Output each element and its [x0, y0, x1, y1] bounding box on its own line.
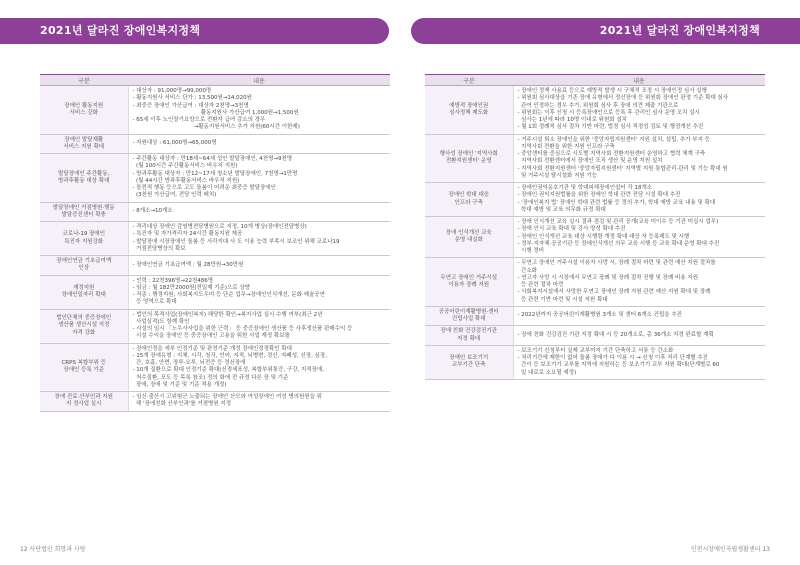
policy-content [513, 306, 765, 326]
policy-content-line: 심사는 1년에 따라 10명 이내로 위원회 설치 [517, 117, 627, 123]
policy-category: 장애인 발달재활 서비스 지원 확대 [40, 134, 128, 154]
policy-content-line: 척수질환, 포도 등 목록 참조) 정의 화에 전 규정 다른 장 및 기준 [132, 374, 289, 381]
policy-content [128, 275, 390, 309]
policy-content-line: - 장애 친화 건강검진 기관 지정 확대 시 등 20개소로, 총 36개소 지정 완료할 계획 [517, 331, 714, 338]
policy-row [425, 134, 765, 183]
policy-content-line: - 주간활동 대상자 : 만18세~64세 성인 발달장애인, 4천명→9천명 [132, 156, 293, 162]
policy-content-line: - 격리대상 장애인 감염병전담병원으로 지정, 10개 병상(장애인전담병상) [132, 224, 307, 230]
policy-content-line: - 임신·출산시 고위험군 노출되는 장애인 산모와 여성장애인 여성 병의원원을 위 [132, 394, 322, 400]
left-page-banner [0, 18, 389, 44]
left-header-content: 내용 [128, 75, 390, 86]
policy-category: 공공어린이재활병원·센터 건립사업 확대 [425, 306, 513, 326]
policy-content-line: - 15개 장애유형 : 지체, 시각, 청각, 언어, 지적, 뇌병변, 정신, 자폐성, 신장, 심장, [132, 352, 328, 359]
policy-category: 장애 진료·산부인과 지원 지 정사업 실시 [40, 392, 128, 412]
policy-content-line: - 월 1회 정례적 심사 절차 기반 마련, 법정 심사 적정성 검토 및 행정개선 추진 [517, 124, 704, 131]
policy-category: 장애인 보조기기 교부기간 단축 [425, 345, 513, 379]
right-policy-table [425, 74, 765, 380]
policy-content-line: - 지역사회 전환지원센터 '중앙자립지원센터' 지역별 지원 통합관리·관리 및 기능 확대 원 [517, 165, 728, 172]
policy-row [425, 326, 765, 346]
policy-content-line: - 장애인연금 기초급여액 : 월 28만원→30만원 [132, 261, 244, 268]
policy-content-line: 등 관련 기반 마련 및 시설 지원 확대 [517, 296, 608, 303]
policy-content-line: - 8개소→10개소 [132, 208, 173, 215]
policy-content-line: (3천원 가산급여, 전담 인력 배치) [132, 192, 217, 199]
policy-content-line: - 임금 : 월 182만2000원(전일제 기준)으로 상향 [132, 284, 250, 291]
policy-content-line: 해 '장애친화 산부인과'를 거점병원 지정 [132, 401, 232, 408]
policy-content [128, 86, 390, 135]
policy-content [513, 217, 765, 258]
policy-category: 장애 인식개선 교육 운영 내실화 [425, 217, 513, 258]
policy-content [513, 258, 765, 307]
policy-content-line: - 활동지원사 서비스 단가 : 13,500원→14,020원 [132, 95, 252, 102]
policy-category: 재정지원 장애인일자리 확대 [40, 275, 128, 309]
policy-content-line: 지역사회 전환을 위한 지원 인프라 구축 [517, 143, 615, 150]
policy-content-line: 지역사회 전환센터에서 장애인 조직 생산 및 운영 지원 설치 [517, 158, 663, 165]
policy-content-line: - 직종 : 행정지원, 사회복지도우미 등 단순 업무→장애인인식개선, 문화·예술공연 [132, 292, 325, 298]
policy-content-line: - 돌전적 행동 등으로 고도 돌봄이 어려운 최중증 발달장애인 [132, 185, 276, 191]
policy-category: 장애인 활동지원 서비스 강화 [40, 86, 128, 135]
policy-category: 법인단체의 중증장애인 생산품 생산시설 지정 자격 강화 [40, 309, 128, 343]
policy-row [40, 343, 390, 392]
policy-row [40, 86, 390, 135]
policy-category: 장애인 학대 대응 인프라 구축 [425, 183, 513, 217]
policy-category: CRPS 복합부위 등 장애인 등록 기준 [40, 343, 128, 392]
policy-content-line: - 무연고 장애인 거주시설 이용자 사망 시, 장례 절차 마련 및 관련 예산 지원 절차를 [517, 260, 716, 267]
policy-content-line: - 보조기기 신청부터 실제 교부까지 기간 단축하고 서류 등 간소화 [517, 347, 674, 354]
policy-content-line: - 장애인·권익지원법률을 위한 장애인 학대 관련 전담 시설 확대 추진 [517, 192, 681, 199]
left-header-category: 구분 [40, 75, 128, 86]
policy-content-line: - 사회복지시설에서 사망한 무연고 장애인 장례 지원 관련 예산 지원 확대 및 장례 [517, 289, 711, 296]
policy-row [425, 217, 765, 258]
policy-category: 발달장애인 주간활동, 방과후활동 대상 확대 [40, 154, 128, 203]
policy-row [40, 154, 390, 203]
policy-content-line: (월 44시간 방과후활동서비스 바우처 지원) [132, 177, 240, 184]
policy-row [425, 345, 765, 379]
policy-content-line: (월 100시간 주간활동서비스 바우처 지원) [132, 163, 238, 170]
policy-content-line: - 중앙센터를 중심으로 시도별 지역사회 전환지원센터 운영하고 협력 체계 구축 [517, 151, 706, 157]
policy-category: 장애인연금 기초급여액 인상 [40, 256, 128, 276]
policy-content [128, 134, 390, 154]
policy-content [513, 183, 765, 217]
policy-content-line: 일 내로로 소요될 예정) [517, 369, 577, 376]
policy-content-line: - 발달장애 시장장애인 돌봄 등 사각지대 사 도 이용 능력 부족시 보조인 위해 코로나19 [132, 238, 340, 245]
policy-content-line: - 장애인 정책 사용료 등으로 예방적 발생 시 구체적 조정 시 장애인정 심사 실행 [517, 88, 707, 94]
policy-content [128, 343, 390, 392]
policy-content-line: - 장애인정을 세부 인정기준 및 판정기준 개정 장애인정정확인 확대 [132, 345, 292, 352]
right-header-category: 구분 [425, 75, 513, 86]
policy-content-line: 간, 호흡, 안면, 장루·요루, 뇌전증 등 정신장애 [132, 360, 246, 366]
policy-row [40, 275, 390, 309]
policy-category: 행사성 장애인 '지역사회 전환지원센터' 운영 [425, 134, 513, 183]
right-table-header [425, 75, 765, 86]
policy-content-line: - 처리기간에 제한이 없어 돌봄 장애가 다 이용 시 → 신청 이후 처리 단계별 추진 [517, 355, 708, 361]
policy-content-line: - 위원회 심사대상을 기존 장애 유형에서 정신장애 등 위원회 장애인 판정 기준 확대 심사 [517, 95, 729, 102]
policy-category: 발달장애인 거점병원·행동 발달증진센터 확충 [40, 202, 128, 222]
policy-row [425, 306, 765, 326]
policy-content [513, 86, 765, 135]
policy-category: 코로나-19 장애인 특진자 지원강화 [40, 222, 128, 256]
right-banner-title: 2021년 달라진 장애인복지정책 [599, 24, 760, 37]
policy-content [128, 309, 390, 343]
policy-content-line: 등 관련 절차 마련 [517, 282, 564, 288]
policy-content-line: - 인력 : 22천396명→22천486명 [132, 277, 214, 284]
policy-content-line: 장애, 장애 및 기준 및 기준 적용 개정) [132, 381, 227, 388]
policy-content-line: - 정부·지자체·공공기관 등 장애인식개선 의무 교육 시행 등 교육 확대 운영 확대 추진 [517, 240, 720, 247]
policy-content-line: - 거주시설 퇴소 장애인을 위한 '중앙자립지원센터' 지원 설치, 설립, 추가 부지 등 [517, 136, 710, 143]
policy-content-line: - 법인의 목적사업(장애인복지) 해당한 확인→복지사업 실시 수행 여부(최근 2년 [132, 311, 323, 318]
policy-content-line: →활동지원서비스 추가 지원(60시간 이한제) [132, 124, 300, 131]
left-table-header [40, 75, 390, 86]
policy-content-line: - 위원회는 이후 신청 시 등록장애인으로 등록 후 관리인 심사 운영 조치 실시 [517, 109, 700, 116]
policy-content-line: - 연고자 사망 시 시장에서 무연고 장례 및 장례 절차 진행 및 장례 비용 지원 [517, 274, 699, 281]
policy-content [128, 392, 390, 412]
policy-content-line: - 최중증 장애인 가산급여 : 대상자 2천명→3천명 [132, 102, 249, 109]
policy-content-line: - 장애 인식개선 교육 실시 결과 점검 및 관리 공개(교육 미이수 등 기관 미실시 업무) [517, 219, 719, 225]
policy-content-line: - 방과후활동 대상자 : 만12~17세 청소년 발달장애인, 7천명→1만명 [132, 170, 298, 177]
left-policy-table [40, 74, 390, 412]
policy-content-line: - 2022년까지 공공어린이재활병원 3개소 및 센터 6개소 건립을 추진 [517, 312, 682, 319]
policy-content-line: - 특진자 및 자가격리자 24시간 활동지원 제공 [132, 231, 243, 238]
left-banner-title: 2021년 달라진 장애인복지정책 [40, 24, 201, 37]
policy-row [425, 183, 765, 217]
policy-content-line: 활동지원사 가산급여 1,000원→1,500원 [132, 109, 299, 116]
policy-content-line: 및 거주시설 탈시설화 지원 기능 [517, 172, 598, 179]
policy-content [513, 326, 765, 346]
policy-content-line: - 10개 질환으로 확대 인정기준 확대(신경세포성, 복합부위통증, 구강, 지적장애, [132, 367, 325, 374]
policy-content-line: 관여 인정하는 경우 추가, 위원회 심사 후 장애 의견 제출 기관으로 [517, 102, 679, 109]
left-page-number: 12 사단법인 희망과 사랑 [20, 546, 86, 553]
policy-content-line: 사업실적)도 함께 확인 [132, 318, 190, 325]
policy-content-line: - 대상자 : 91,000명→99,000명 [132, 88, 212, 94]
policy-content-line: - 장애 인식 교육 확대 및 강사 양성 확대 추진 [517, 226, 626, 233]
right-header-content: 내용 [513, 75, 765, 86]
policy-row [40, 256, 390, 276]
right-page-number: 인천시장애인자립생활센터 13 [690, 546, 770, 553]
policy-content [128, 256, 390, 276]
policy-content [513, 345, 765, 379]
policy-content-line: 간이 등 보조기기 교부를 지역에 지원하는 등 보조기기 교부 지원 확대(단계별로 60 [517, 362, 720, 369]
policy-content-line: - '장애인복지 법' 장애인 학대 관련 법률 등 정의 추가, 학대 예방 교육 내용 및 확대 [517, 199, 716, 206]
policy-row [40, 134, 390, 154]
policy-content-line: 시설 수익을 장애인 등 중증장애인 고용을 위한 사업 재정 확보를 [132, 333, 290, 340]
policy-content-line: 거점전담병상의 확보 [132, 245, 186, 252]
policy-content [128, 222, 390, 256]
policy-row [40, 309, 390, 343]
policy-content [128, 202, 390, 222]
policy-content-line: 간소화 [517, 267, 537, 274]
policy-row [425, 86, 765, 135]
policy-content [513, 134, 765, 183]
policy-row [40, 202, 390, 222]
policy-content-line: - 장애인 인식개선 교육 대상 시행령 개정 확대 대상 자 등록제도 및 시행 [517, 233, 690, 240]
policy-row [40, 222, 390, 256]
policy-content-line: - 시설의 임시 「노우사사업을 위한 근력」 등 중증장애인 생산품 등 사후생산품 판매수익 등 [132, 326, 353, 332]
policy-content-line: - 지원대상 : 61,000명→65,000명 [132, 140, 217, 147]
policy-row [425, 258, 765, 307]
policy-content-line: - 장애인권익옹호기관 및 학대피해장애인쉼터 각 18개소 [517, 185, 653, 191]
policy-category: 무연고 장애인 거주시설 이용자 장례 지원 [425, 258, 513, 307]
policy-content-line: 시행 정비 [517, 248, 545, 254]
policy-content-line: 학대 예방 및 교육 의무화 규정 확대 [517, 206, 606, 213]
right-page-banner [411, 18, 800, 44]
policy-content-line: 등 영역으로 확대 [132, 299, 177, 306]
policy-content-line: - 65세 이후 노인장기요양으로 전환자 급여 감소의 경우 [132, 117, 266, 123]
policy-content [128, 154, 390, 203]
policy-category: 장애 친화 건강검진기관 지정 확대 [425, 326, 513, 346]
policy-category: 예방적 장애인권 심사정책 제도화 [425, 86, 513, 135]
policy-row [40, 392, 390, 412]
